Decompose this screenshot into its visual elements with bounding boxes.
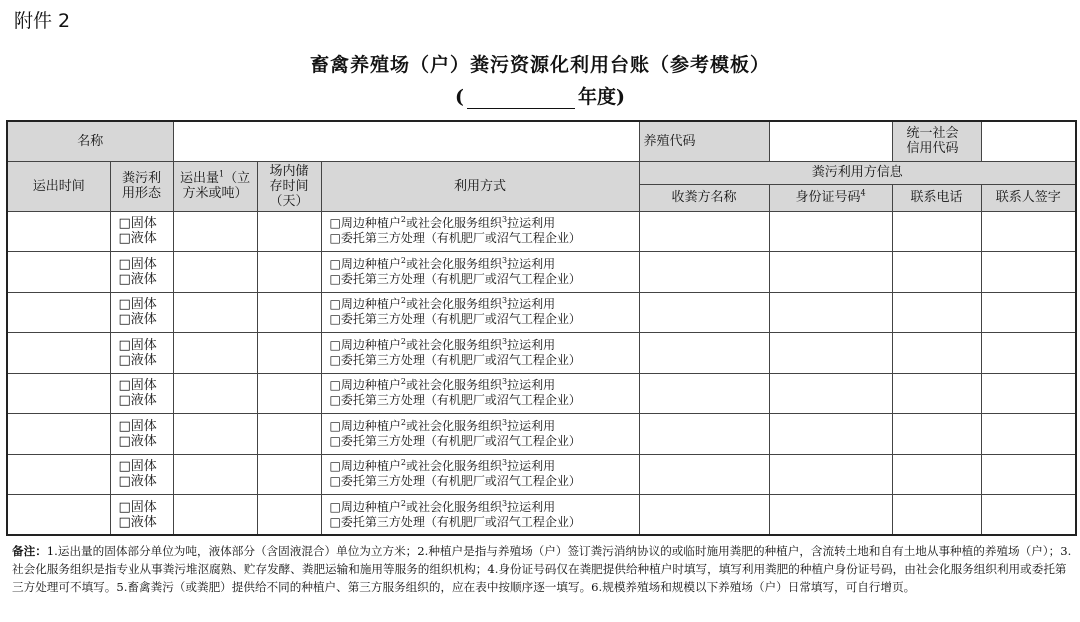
method-option-nearby-a: □周边种植户	[329, 216, 401, 231]
name-label-cell	[7, 121, 173, 161]
id-cell[interactable]	[769, 292, 892, 333]
method-option-nearby-b: 或社会化服务组织	[405, 297, 502, 312]
method-option-nearby-a: □周边种植户	[329, 499, 401, 514]
liquid-checkbox[interactable]: □液体	[118, 312, 157, 328]
method-option-nearby-c: 拉运利用	[507, 297, 556, 312]
method-cell	[321, 211, 639, 252]
method-note-2: 2	[400, 296, 406, 306]
amount-cell[interactable]	[173, 414, 257, 455]
amount-header-cell	[173, 161, 257, 211]
method-cell	[321, 292, 639, 333]
method-note-3: 3	[501, 377, 508, 387]
method-option-nearby-b: 或社会化服务组织	[405, 256, 502, 271]
phone-cell[interactable]	[892, 373, 981, 414]
id-cell[interactable]	[769, 373, 892, 414]
solid-checkbox[interactable]: □固体	[118, 256, 157, 272]
method-option-nearby-c: 拉运利用	[507, 378, 556, 393]
solid-checkbox[interactable]: □固体	[118, 337, 157, 353]
method-option-nearby[interactable]	[330, 216, 639, 231]
receiver-cell[interactable]	[639, 252, 769, 293]
method-option-nearby-a: □周边种植户	[329, 459, 401, 474]
method-option-nearby[interactable]	[330, 419, 639, 434]
form-cell	[110, 292, 173, 333]
liquid-checkbox[interactable]: □液体	[118, 271, 157, 287]
annex-label: 附件 2	[14, 10, 71, 32]
phone-cell[interactable]	[892, 495, 981, 536]
form-header-cell	[110, 161, 173, 211]
id-cell[interactable]	[769, 414, 892, 455]
amount-header	[177, 171, 253, 201]
id-cell[interactable]	[769, 211, 892, 252]
method-note-2: 2	[400, 458, 406, 468]
table-row	[7, 373, 1076, 414]
year-suffix: 年度)	[578, 86, 625, 108]
id-cell[interactable]	[769, 252, 892, 293]
sign-cell[interactable]	[981, 373, 1076, 414]
receiver-cell[interactable]	[639, 454, 769, 495]
amount-cell[interactable]	[173, 211, 257, 252]
receiver-cell[interactable]	[639, 292, 769, 333]
method-note-2: 2	[400, 215, 406, 225]
method-option-third-party[interactable]: □委托第三方处理（有机肥厂或沼气工程企业）	[329, 514, 581, 529]
method-note-2: 2	[400, 498, 406, 508]
id-note: 4	[860, 188, 866, 198]
receiver-header-cell	[639, 184, 769, 211]
method-note-3: 3	[501, 215, 508, 225]
storage-cell[interactable]	[257, 414, 321, 455]
method-option-nearby-c: 拉运利用	[507, 216, 556, 231]
sign-header-cell	[981, 184, 1076, 211]
sign-cell[interactable]	[981, 292, 1076, 333]
method-option-third-party[interactable]: □委托第三方处理（有机肥厂或沼气工程企业）	[329, 433, 581, 448]
phone-header-cell	[892, 184, 981, 211]
phone-header: 联系电话	[910, 190, 963, 205]
table-row	[7, 211, 1076, 252]
method-header-cell	[321, 161, 639, 211]
id-cell[interactable]	[769, 454, 892, 495]
amount-cell[interactable]	[173, 454, 257, 495]
sign-header: 联系人签字	[995, 190, 1061, 205]
receiver-cell[interactable]	[639, 414, 769, 455]
form-cell	[110, 211, 173, 252]
amount-label: 运出量	[179, 171, 219, 186]
method-header: 利用方式	[454, 178, 507, 194]
sign-cell[interactable]	[981, 333, 1076, 374]
storage-header-cell	[257, 161, 321, 211]
amount-cell[interactable]	[173, 333, 257, 374]
receiver-cell[interactable]	[639, 495, 769, 536]
storage-cell[interactable]	[257, 333, 321, 374]
method-option-nearby-b: 或社会化服务组织	[405, 378, 502, 393]
breed-code-label: 养殖代码	[643, 133, 696, 149]
receiver-cell[interactable]	[639, 373, 769, 414]
method-option-nearby[interactable]	[330, 257, 639, 272]
method-cell	[321, 373, 639, 414]
phone-cell[interactable]	[892, 252, 981, 293]
method-note-3: 3	[501, 498, 508, 508]
method-option-nearby-a: □周边种植户	[329, 337, 401, 352]
id-cell[interactable]	[769, 495, 892, 536]
ledger-body	[7, 211, 1076, 535]
method-cell	[321, 252, 639, 293]
phone-cell[interactable]	[892, 292, 981, 333]
table-row	[7, 252, 1076, 293]
table-row	[7, 454, 1076, 495]
method-option-nearby-c: 拉运利用	[507, 256, 556, 271]
receiver-header: 收粪方名称	[671, 190, 737, 205]
method-option-nearby-b: 或社会化服务组织	[405, 216, 502, 231]
amount-cell[interactable]	[173, 495, 257, 536]
name-value-cell[interactable]	[173, 121, 639, 161]
name-label: 名称	[77, 133, 104, 149]
receiver-cell[interactable]	[639, 333, 769, 374]
liquid-checkbox[interactable]: □液体	[118, 433, 157, 449]
info-header-cell	[639, 161, 1076, 184]
amount-note: 1	[218, 169, 225, 179]
method-option-third-party[interactable]: □委托第三方处理（有机肥厂或沼气工程企业）	[329, 231, 581, 246]
form-cell	[110, 373, 173, 414]
amount-cell[interactable]	[173, 292, 257, 333]
form-cell	[110, 333, 173, 374]
method-option-third-party[interactable]: □委托第三方处理（有机肥厂或沼气工程企业）	[329, 393, 581, 408]
credit-code-label-cell	[892, 121, 981, 161]
footnote	[12, 542, 1076, 596]
sign-cell[interactable]	[981, 454, 1076, 495]
id-cell[interactable]	[769, 333, 892, 374]
year-open: (	[455, 86, 464, 108]
method-note-3: 3	[501, 458, 508, 468]
solid-checkbox[interactable]: □固体	[118, 297, 157, 313]
method-note-3: 3	[501, 296, 508, 306]
phone-cell[interactable]	[892, 414, 981, 455]
liquid-checkbox[interactable]: □液体	[118, 514, 157, 530]
solid-checkbox[interactable]: □固体	[118, 378, 157, 394]
receiver-cell[interactable]	[639, 211, 769, 252]
amount-cell[interactable]	[173, 252, 257, 293]
phone-cell[interactable]	[892, 211, 981, 252]
time-cell[interactable]	[7, 292, 110, 333]
method-option-nearby-c: 拉运利用	[507, 337, 556, 352]
method-option-nearby[interactable]	[330, 459, 639, 474]
method-option-third-party[interactable]: □委托第三方处理（有机肥厂或沼气工程企业）	[329, 474, 581, 489]
table-row	[7, 333, 1076, 374]
method-note-2: 2	[400, 417, 406, 427]
table-row	[7, 292, 1076, 333]
credit-code-label: 统一社会信用代码	[906, 126, 959, 157]
form-cell	[110, 252, 173, 293]
liquid-checkbox[interactable]: □液体	[118, 474, 157, 490]
solid-checkbox[interactable]: □固体	[118, 418, 157, 434]
storage-header: 场内储存时间（天）	[269, 163, 309, 209]
time-cell[interactable]	[7, 454, 110, 495]
time-cell[interactable]	[7, 414, 110, 455]
time-cell[interactable]	[7, 211, 110, 252]
year-blank	[467, 90, 575, 109]
time-cell[interactable]	[7, 333, 110, 374]
method-option-nearby-a: □周边种植户	[329, 418, 401, 433]
method-cell	[321, 414, 639, 455]
liquid-checkbox[interactable]: □液体	[118, 393, 157, 409]
time-cell[interactable]	[7, 252, 110, 293]
phone-cell[interactable]	[892, 454, 981, 495]
sign-cell[interactable]	[981, 495, 1076, 536]
form-cell	[110, 414, 173, 455]
storage-cell[interactable]	[257, 495, 321, 536]
liquid-checkbox[interactable]: □液体	[118, 352, 157, 368]
sign-cell[interactable]	[981, 211, 1076, 252]
time-cell[interactable]	[7, 495, 110, 536]
method-option-nearby[interactable]	[330, 500, 639, 515]
amount-unit: （立方米或吨）	[182, 171, 251, 201]
footnote-text: 1.运出量的固体部分单位为吨，液体部分（含固液混合）单位为立方米；2.种植户是指与养殖场（户）签订粪污消纳协议的或临时施用粪肥的种植户，含流转土地和自有土地从事种植的养殖场（户）；3.社会化服务组织是指专业从事粪污堆沤腐熟、贮存发酵、粪肥运输和施用等服务的组织机构；4.身份证号码仅在粪肥提供给种植户时填写，填写利用粪肥的种植户身份证号码，由社会化服务组织利用或委托第三方处理可不填写。5.畜禽粪污（或粪肥）提供给不同的种植户、第三方服务组织的，应在表中按顺序逐一填写。6.规模养殖场和规模以下养殖场（户）日常填写，可自行增页。	[12, 544, 1072, 594]
sign-cell[interactable]	[981, 414, 1076, 455]
id-header: 身份证号码	[795, 190, 861, 205]
method-option-nearby-a: □周边种植户	[329, 256, 401, 271]
storage-cell[interactable]	[257, 292, 321, 333]
method-option-nearby-c: 拉运利用	[507, 418, 556, 433]
info-header: 粪污利用方信息	[811, 165, 903, 180]
table-row	[7, 414, 1076, 455]
method-option-nearby[interactable]	[330, 378, 639, 393]
method-option-nearby-b: 或社会化服务组织	[405, 459, 502, 474]
id-header-cell	[769, 184, 892, 211]
method-note-2: 2	[400, 255, 406, 265]
liquid-checkbox[interactable]: □液体	[118, 231, 157, 247]
storage-cell[interactable]	[257, 373, 321, 414]
method-option-nearby-c: 拉运利用	[507, 459, 556, 474]
breed-code-label-cell	[639, 121, 769, 161]
year-line	[0, 82, 1080, 109]
method-note-3: 3	[501, 336, 508, 346]
table-row	[7, 495, 1076, 536]
method-note-2: 2	[400, 377, 406, 387]
method-option-nearby-b: 或社会化服务组织	[405, 418, 502, 433]
phone-cell[interactable]	[892, 333, 981, 374]
time-cell[interactable]	[7, 373, 110, 414]
page-title: 畜禽养殖场（户）粪污资源化利用台账（参考模板）	[309, 54, 770, 76]
solid-checkbox[interactable]: □固体	[118, 459, 157, 475]
storage-cell[interactable]	[257, 252, 321, 293]
amount-cell[interactable]	[173, 373, 257, 414]
form-cell	[110, 454, 173, 495]
time-header: 运出时间	[32, 178, 85, 194]
time-header-cell	[7, 161, 110, 211]
ledger-table	[6, 120, 1077, 536]
method-option-nearby[interactable]	[330, 338, 639, 353]
method-option-third-party[interactable]: □委托第三方处理（有机肥厂或沼气工程企业）	[329, 352, 581, 367]
storage-cell[interactable]	[257, 454, 321, 495]
method-option-nearby-a: □周边种植户	[329, 297, 401, 312]
footnote-label: 备注：	[12, 544, 47, 558]
method-option-nearby[interactable]	[330, 297, 639, 312]
method-option-nearby-b: 或社会化服务组织	[405, 337, 502, 352]
method-option-third-party[interactable]: □委托第三方处理（有机肥厂或沼气工程企业）	[329, 271, 581, 286]
method-note-2: 2	[400, 336, 406, 346]
storage-cell[interactable]	[257, 211, 321, 252]
form-header: 粪污利用形态	[121, 171, 161, 201]
solid-checkbox[interactable]: □固体	[118, 499, 157, 515]
breed-code-value-cell[interactable]	[769, 121, 892, 161]
form-cell	[110, 495, 173, 536]
method-cell	[321, 333, 639, 374]
method-note-3: 3	[501, 255, 508, 265]
method-note-3: 3	[501, 417, 508, 427]
method-cell	[321, 495, 639, 536]
method-cell	[321, 454, 639, 495]
method-option-nearby-a: □周边种植户	[329, 378, 401, 393]
method-option-third-party[interactable]: □委托第三方处理（有机肥厂或沼气工程企业）	[329, 312, 581, 327]
credit-code-value-cell[interactable]	[981, 121, 1076, 161]
solid-checkbox[interactable]: □固体	[118, 216, 157, 232]
method-option-nearby-c: 拉运利用	[507, 499, 556, 514]
method-option-nearby-b: 或社会化服务组织	[405, 499, 502, 514]
sign-cell[interactable]	[981, 252, 1076, 293]
